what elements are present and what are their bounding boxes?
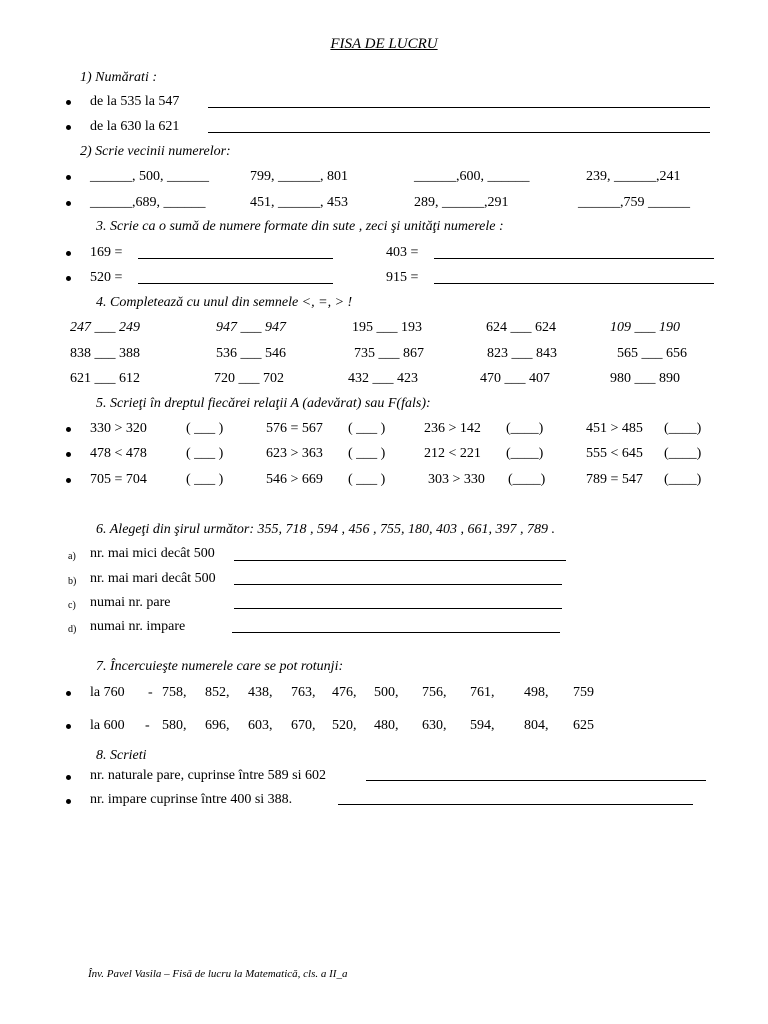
answer-line[interactable] (434, 283, 714, 284)
compare-item: 195 ___ 193 (352, 320, 422, 335)
relation: 330 > 320 (90, 421, 147, 436)
count-item: de la 535 la 547 (90, 94, 180, 109)
answer-line[interactable] (138, 283, 333, 284)
choose-item: numai nr. pare (90, 595, 171, 610)
compare-item: 720 ___ 702 (214, 371, 284, 386)
section-3-heading: 3. Scrie ca o sumă de numere formate din sute , zeci şi unităţi numerele : (96, 219, 504, 234)
bullet (66, 775, 71, 780)
bullet (66, 276, 71, 281)
bullet (66, 201, 71, 206)
bullet (66, 100, 71, 105)
round-number[interactable]: 476, (332, 685, 357, 700)
sum-item: 169 = (90, 245, 123, 260)
choose-item: nr. mai mari decât 500 (90, 571, 216, 586)
bullet (66, 724, 71, 729)
answer-box[interactable]: (____) (506, 421, 544, 436)
compare-item: 735 ___ 867 (354, 346, 424, 361)
answer-box[interactable]: ( ___ ) (348, 421, 386, 436)
answer-line[interactable] (434, 258, 714, 259)
relation: 623 > 363 (266, 446, 323, 461)
bullet (66, 799, 71, 804)
relation: 546 > 669 (266, 472, 323, 487)
answer-line[interactable] (338, 804, 693, 805)
compare-item: 109 ___ 190 (610, 320, 680, 335)
round-number[interactable]: 670, (291, 718, 316, 733)
neighbors-item: 451, ______, 453 (250, 195, 348, 210)
relation: 555 < 645 (586, 446, 643, 461)
round-number[interactable]: 630, (422, 718, 447, 733)
relation: 478 < 478 (90, 446, 147, 461)
relation: 451 > 485 (586, 421, 643, 436)
neighbors-item: 799, ______, 801 (250, 169, 348, 184)
bullet (66, 478, 71, 483)
compare-item: 470 ___ 407 (480, 371, 550, 386)
relation: 212 < 221 (424, 446, 481, 461)
round-number[interactable]: 759 (573, 685, 594, 700)
item-letter: c) (68, 600, 76, 611)
answer-box[interactable]: ( ___ ) (186, 446, 224, 461)
compare-item: 838 ___ 388 (70, 346, 140, 361)
relation: 576 = 567 (266, 421, 323, 436)
round-number[interactable]: 480, (374, 718, 399, 733)
choose-item: nr. mai mici decât 500 (90, 546, 215, 561)
section-7-heading: 7. Încercuieşte numerele care se pot rotunji: (96, 659, 344, 674)
answer-line[interactable] (234, 560, 566, 561)
bullet (66, 251, 71, 256)
section-2-heading: 2) Scrie vecinii numerelor: (80, 144, 231, 159)
round-number[interactable]: 756, (422, 685, 447, 700)
bullet (66, 427, 71, 432)
sum-item: 915 = (386, 270, 419, 285)
answer-box[interactable]: ( ___ ) (348, 472, 386, 487)
section-6-heading: 6. Alegeţi din şirul următor: 355, 718 , 594 , 456 , 755, 180, 403 , 661, 397 , 789 . (96, 522, 556, 537)
round-number[interactable]: 500, (374, 685, 399, 700)
section-8-heading: 8. Scrieti (96, 748, 147, 763)
compare-item: 823 ___ 843 (487, 346, 557, 361)
answer-line[interactable] (234, 584, 562, 585)
neighbors-item: ______, 500, ______ (90, 169, 209, 184)
choose-item: numai nr. impare (90, 619, 186, 634)
answer-box[interactable]: (____) (664, 446, 702, 461)
page-title: FISA DE LUCRU (330, 36, 438, 52)
section-5-heading: 5. Scrieţi în dreptul fiecărei relaţii A (adevărat) sau F(fals): (96, 396, 431, 411)
round-number[interactable]: 763, (291, 685, 316, 700)
compare-item: 432 ___ 423 (348, 371, 418, 386)
section-4-heading: 4. Completează cu unul din semnele <, =, > ! (96, 295, 353, 310)
round-number[interactable]: 625 (573, 718, 594, 733)
compare-item: 247 ___ 249 (70, 320, 140, 335)
round-number[interactable]: 438, (248, 685, 273, 700)
answer-box[interactable]: ( ___ ) (186, 421, 224, 436)
bullet (66, 175, 71, 180)
compare-item: 565 ___ 656 (617, 346, 687, 361)
answer-box[interactable]: (____) (664, 421, 702, 436)
section-1-heading: 1) Numărati : (80, 70, 157, 85)
count-item: de la 630 la 621 (90, 119, 180, 134)
neighbors-item: ______,600, ______ (414, 169, 530, 184)
round-number[interactable]: 603, (248, 718, 273, 733)
compare-item: 621 ___ 612 (70, 371, 140, 386)
relation: 705 = 704 (90, 472, 147, 487)
compare-item: 536 ___ 546 (216, 346, 286, 361)
round-number[interactable]: 804, (524, 718, 549, 733)
sum-item: 403 = (386, 245, 419, 260)
item-letter: d) (68, 624, 77, 635)
answer-line[interactable] (366, 780, 706, 781)
compare-item: 624 ___ 624 (486, 320, 556, 335)
round-number[interactable]: 520, (332, 718, 357, 733)
relation: 303 > 330 (428, 472, 485, 487)
answer-box[interactable]: ( ___ ) (348, 446, 386, 461)
relation: 789 = 547 (586, 472, 643, 487)
round-number[interactable]: 580, (162, 718, 187, 733)
bullet (66, 691, 71, 696)
item-letter: a) (68, 551, 76, 562)
round-dash: - (148, 685, 153, 700)
round-number[interactable]: 696, (205, 718, 230, 733)
round-dash: - (145, 718, 150, 733)
answer-line[interactable] (138, 258, 333, 259)
answer-line[interactable] (208, 107, 710, 108)
footer-note: Înv. Pavel Vasila – Fisă de lucru la Matematică, cls. a II_a (88, 968, 348, 980)
item-letter: b) (68, 576, 77, 587)
round-number[interactable]: 498, (524, 685, 549, 700)
write-item: nr. naturale pare, cuprinse între 589 si 602 (90, 768, 326, 783)
write-item: nr. impare cuprinse între 400 si 388. (90, 792, 293, 807)
round-number[interactable]: 852, (205, 685, 230, 700)
answer-box[interactable]: (____) (506, 446, 544, 461)
bullet (66, 125, 71, 130)
compare-item: 980 ___ 890 (610, 371, 680, 386)
answer-line[interactable] (232, 632, 560, 633)
sum-item: 520 = (90, 270, 123, 285)
round-label: la 760 (90, 685, 125, 700)
compare-item: 947 ___ 947 (216, 320, 286, 335)
neighbors-item: ______,759 ______ (578, 195, 690, 210)
round-number[interactable]: 594, (470, 718, 495, 733)
answer-line[interactable] (208, 132, 710, 133)
round-number[interactable]: 758, (162, 685, 187, 700)
relation: 236 > 142 (424, 421, 481, 436)
round-label: la 600 (90, 718, 125, 733)
round-number[interactable]: 761, (470, 685, 495, 700)
neighbors-item: 289, ______,291 (414, 195, 509, 210)
bullet (66, 452, 71, 457)
answer-box[interactable]: (____) (508, 472, 546, 487)
answer-box[interactable]: (____) (664, 472, 702, 487)
answer-line[interactable] (234, 608, 562, 609)
answer-box[interactable]: ( ___ ) (186, 472, 224, 487)
neighbors-item: ______,689, ______ (90, 195, 206, 210)
neighbors-item: 239, ______,241 (586, 169, 681, 184)
